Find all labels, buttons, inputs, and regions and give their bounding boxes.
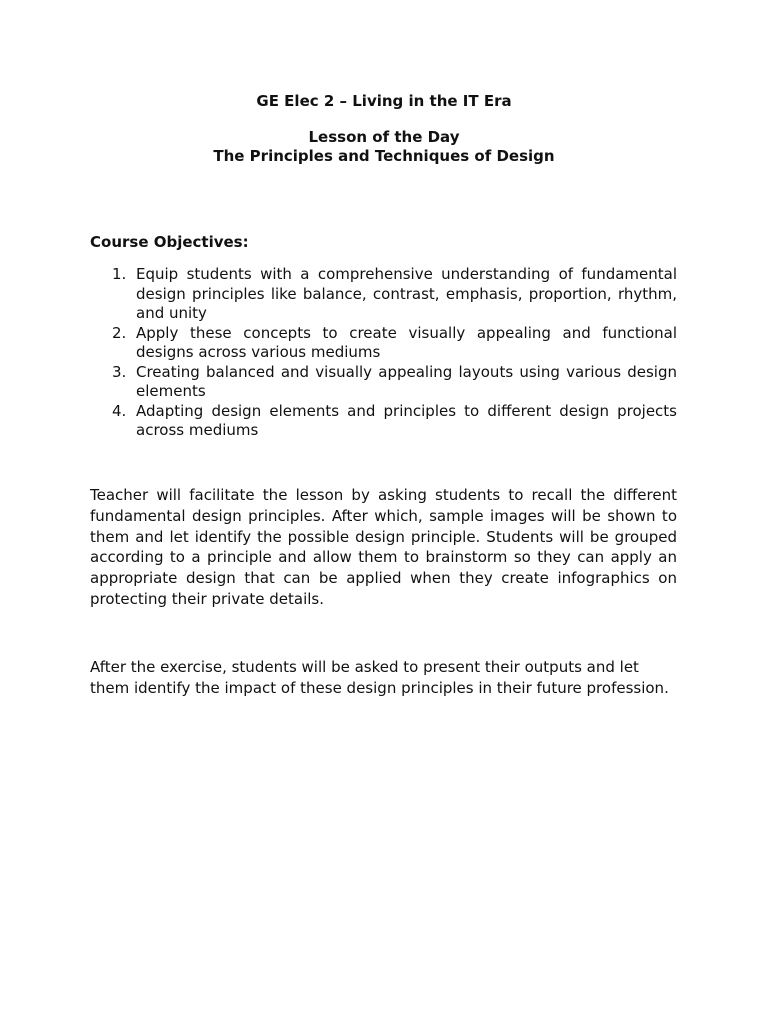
lesson-description-paragraph: Teacher will facilitate the lesson by asking students to recall the different fundamental design principles. After which, sample images will be shown to them and let identify the possible design principle. Students will be grouped according to a principle and allow them to brainstorm so they can apply an appropriate design that can be applied when they create infographics on protecting their private details. xyxy=(90,486,677,608)
objective-item xyxy=(90,363,677,402)
objective-text: Equip students with a comprehensive understanding of fundamental design principles like balance, contrast, emphasis, proportion, rhythm, and unity xyxy=(136,265,677,322)
objective-number: 3. xyxy=(112,362,127,381)
objective-text: Apply these concepts to create visually appealing and functional designs across various mediums xyxy=(136,323,677,361)
lesson-header xyxy=(0,128,768,166)
objective-text: Creating balanced and visually appealing layouts using various design elements xyxy=(136,362,677,400)
objective-number: 4. xyxy=(112,401,127,420)
objectives-heading: Course Objectives: xyxy=(90,233,249,251)
objective-item xyxy=(90,402,677,441)
lesson-title: The Principles and Techniques of Design xyxy=(213,147,555,165)
objective-number: 2. xyxy=(112,323,127,342)
course-title: GE Elec 2 – Living in the IT Era xyxy=(256,92,512,110)
objective-text: Adapting design elements and principles to different design projects across mediums xyxy=(136,401,677,439)
exercise-followup-paragraph: After the exercise, students will be asked to present their outputs and let them identify the impact of these design principles in their future profession. xyxy=(90,658,669,697)
objective-item xyxy=(90,324,677,363)
objective-item xyxy=(90,265,677,324)
objective-number: 1. xyxy=(112,265,127,283)
lesson-label: Lesson of the Day xyxy=(308,128,460,146)
objectives-list xyxy=(90,265,677,441)
